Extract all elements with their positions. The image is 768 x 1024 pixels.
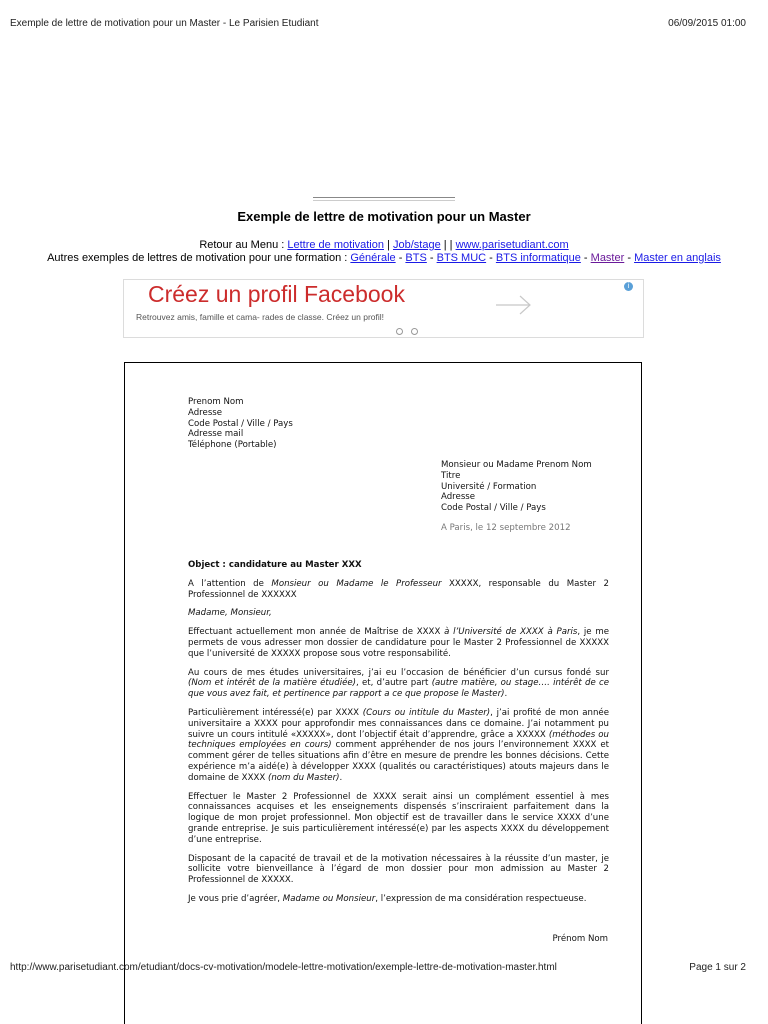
sender-address: Adresse	[188, 407, 223, 418]
nav-separator: -	[486, 252, 496, 264]
letter-closing: Je vous prie d’agréer, Madame ou Monsieur, l’expression de ma considération respectueuse.	[188, 893, 587, 904]
arrow-right-icon[interactable]	[494, 293, 534, 317]
link-bts[interactable]: BTS	[405, 252, 427, 264]
other-examples-nav	[0, 252, 768, 264]
link-lettre-de-motivation[interactable]: Lettre de motivation	[287, 239, 384, 251]
ad-subtext: Retrouvez amis, famille et cama- rades de classe. Créez un profil!	[136, 312, 385, 322]
nav-separator: -	[580, 252, 591, 264]
nav-separator: -	[395, 252, 406, 264]
letter-paragraph-4: Effectuer le Master 2 Professionnel de XXXX serait ainsi un complément essentiel à mes connaissances acquises et les enseignements dispensés s’inscriraient parfaitement dans la logique de mon projet professionnel. Mon objectif est de travailler dans le service XXXX d’une grande entreprise. Je suis particulièrement intéressé(e) par les aspects XXXX du développement d’une entreprise.	[188, 791, 609, 845]
letter-salutation: Madame, Monsieur,	[188, 608, 272, 619]
menu-nav-prefix: Retour au Menu :	[199, 239, 288, 251]
link-generale[interactable]: Générale	[350, 252, 396, 264]
link-master[interactable]: Master	[590, 252, 625, 264]
sender-name: Prenom Nom	[188, 397, 244, 407]
print-header-title: Exemple de lettre de motivation pour un Master - Le Parisien Etudiant	[10, 18, 319, 29]
letter-paragraph-2: Au cours de mes études universitaires, j’ai eu l’occasion de bénéficier d’un cursus fondé sur (Nom et intérêt de la matière étudiée), et, d’autre part (autre matière, ou stage…. intérêt de ce que vous avez fait, et pertinence par rapport a ce que propose le Master).	[188, 667, 609, 700]
letter-paragraph-5: Disposant de la capacité de travail et de la motivation nécessaires à la réussite d’un master, je sollicite votre bienveillance à l’égard de mon dossier pour mon admission au Master 2 Professionnel de XXXXX.	[188, 853, 609, 886]
print-footer-url: http://www.parisetudiant.com/etudiant/docs-cv-motivation/modele-lettre-motivation/exemple-lettre-de-motivation-master.html	[10, 962, 557, 973]
ad-carousel-dots	[396, 328, 418, 335]
page-title: Exemple de lettre de motivation pour un Master	[237, 209, 531, 224]
recipient-name: Monsieur ou Madame Prenom Nom	[441, 460, 592, 470]
print-footer	[10, 962, 746, 976]
other-examples-prefix: Autres exemples de lettres de motivation pour une formation :	[47, 252, 351, 264]
link-master-en-anglais[interactable]: Master en anglais	[634, 252, 721, 264]
ad-info-icon[interactable]: i	[624, 282, 633, 291]
letter-paragraph-1: Effectuant actuellement mon année de Maîtrise de XXXX à l’Université de XXXX à Paris, je me permets de vous adresser mon dossier de candidature pour le Master 2 Professionnel de XXXXX que l’université de XXXXX propose sous votre responsabilité.	[188, 627, 610, 659]
print-header-datetime: 06/09/2015 01:00	[668, 18, 746, 29]
print-header	[10, 18, 746, 32]
nav-separator: -	[624, 252, 635, 264]
letter-object: Object : candidature au Master XXX	[188, 560, 362, 570]
menu-nav	[0, 239, 768, 251]
recipient-address: Adresse	[441, 492, 476, 503]
carousel-dot-icon[interactable]	[411, 328, 418, 335]
link-parisetudiant[interactable]: www.parisetudiant.com	[455, 239, 569, 251]
sender-phone: Téléphone (Portable)	[188, 440, 277, 451]
letter-date: A Paris, le 12 septembre 2012	[441, 523, 571, 533]
link-bts-muc[interactable]: BTS MUC	[436, 252, 487, 264]
recipient-block	[441, 460, 592, 514]
recipient-postal: Code Postal / Ville / Pays	[441, 503, 546, 514]
link-job-stage[interactable]: Job/stage	[392, 239, 441, 251]
link-bts-informatique[interactable]: BTS informatique	[495, 252, 581, 264]
title-divider	[313, 197, 455, 201]
sender-block	[188, 397, 293, 451]
sender-email: Adresse mail	[188, 429, 244, 440]
sender-postal: Code Postal / Ville / Pays	[188, 418, 293, 429]
menu-nav-separator: |	[384, 239, 393, 251]
letter-paragraph-3: Particulièrement intéressé(e) par XXXX (Cours ou intitule du Master), j’ai profité de mon année universitaire a XXXX pour approfondir mes connaissances dans ce domaine. J’ai notamment pu suivre un cours intitulé «XXXXX», dont l’objectif était d’apprendre, grâce a XXXXX (méthodes ou techniques employées en cours) comment appréhender de nos jours l’environnement XXXX et comment gérer de telles situations afin d’être en mesure de prendre les bonnes décisions. Cette expérience m’a aidé(e) à développer XXXX (qualités ou caractéristiques) atouts majeurs dans le domaine de XXXX (nom du Master).	[188, 707, 610, 783]
print-footer-page: Page 1 sur 2	[689, 962, 746, 973]
nav-separator: -	[426, 252, 437, 264]
recipient-university: Université / Formation	[441, 481, 537, 492]
menu-nav-separator: | |	[440, 239, 456, 251]
carousel-dot-icon[interactable]	[396, 328, 403, 335]
ad-headline[interactable]: Créez un profil Facebook	[148, 281, 405, 307]
recipient-title: Titre	[441, 470, 461, 481]
letter-attention: A l’attention de Monsieur ou Madame le Professeur XXXXX, responsable du Master 2 Professionnel de XXXXXX	[188, 578, 610, 600]
letter-document	[124, 362, 642, 1024]
letter-body	[188, 560, 609, 913]
facebook-ad-banner[interactable]	[123, 279, 644, 338]
letter-signature: Prénom Nom	[552, 934, 608, 944]
